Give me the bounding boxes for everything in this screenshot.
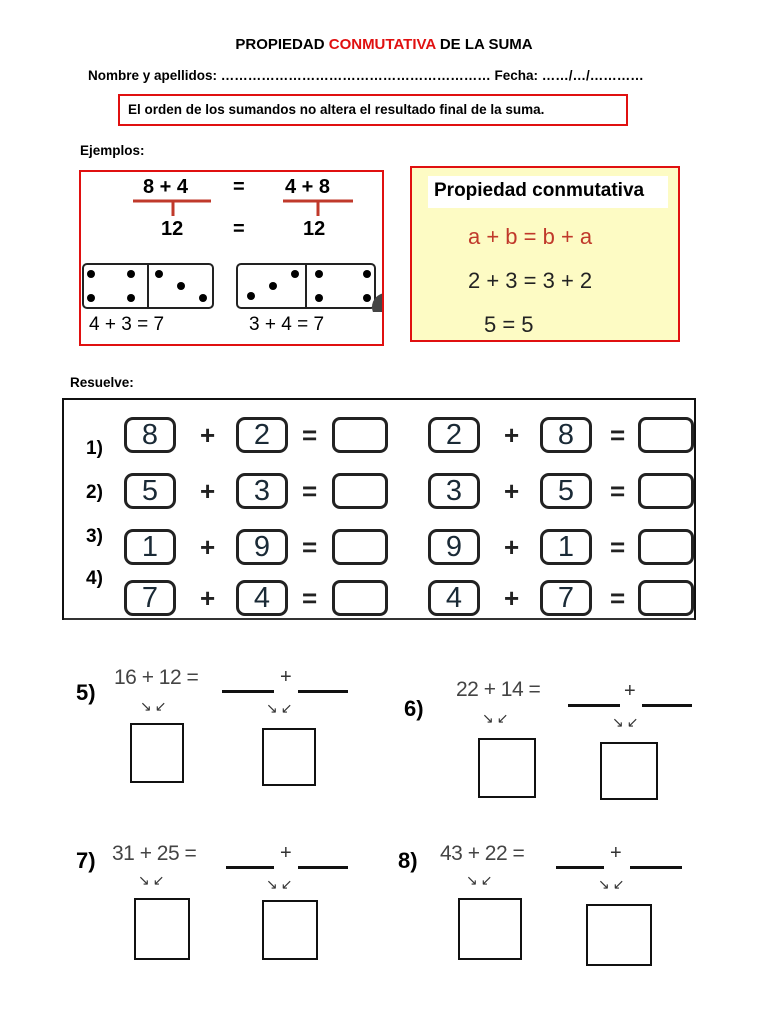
answer-box[interactable] (638, 529, 694, 565)
blank-line[interactable] (298, 690, 348, 693)
equals-sign: = (302, 420, 318, 450)
example-top-left: 8 + 4 (143, 176, 189, 198)
exercise-expression: 43 + 22 = (440, 842, 525, 865)
row-number: 4) (86, 568, 103, 589)
plus-sign: + (504, 420, 520, 450)
answer-square[interactable] (600, 742, 658, 800)
addend-box: 8 (124, 417, 176, 453)
arrows-icon: ↘↙ (612, 714, 642, 730)
answer-box[interactable] (332, 529, 388, 565)
addend-box: 3 (236, 473, 288, 509)
arrows-icon: ↘↙ (466, 872, 496, 888)
equals-sign: = (302, 583, 318, 613)
addend-box: 7 (124, 580, 176, 616)
answer-box[interactable] (332, 580, 388, 616)
addend-box: 7 (540, 580, 592, 616)
answer-square[interactable] (262, 900, 318, 960)
answer-box[interactable] (638, 417, 694, 453)
commutative-property-panel (410, 166, 680, 342)
plus-sign: + (504, 476, 520, 506)
addend-box: 2 (236, 417, 288, 453)
blank-line[interactable] (642, 704, 692, 707)
plus-sign: + (280, 666, 292, 688)
answer-square[interactable] (130, 723, 184, 783)
arrows-icon: ↘↙ (140, 698, 170, 714)
dice-equation-right: 3 + 4 = 7 (249, 314, 325, 335)
plus-sign: + (280, 842, 292, 864)
answer-box[interactable] (332, 417, 388, 453)
exercise-number: 5) (76, 680, 96, 705)
page-title (0, 36, 768, 53)
addend-box: 5 (540, 473, 592, 509)
plus-sign: + (200, 420, 216, 450)
equals-sign: = (302, 476, 318, 506)
property-heading: Propiedad conmutativa (428, 176, 668, 208)
plus-sign: + (624, 680, 636, 702)
formula-result: 5 = 5 (484, 312, 534, 337)
arrows-icon: ↘↙ (266, 700, 296, 716)
plus-sign: + (200, 583, 216, 613)
title-prefix: PROPIEDAD (235, 36, 329, 53)
answer-square[interactable] (478, 738, 536, 798)
row-number: 3) (86, 526, 103, 547)
example-result-left: 12 (161, 218, 184, 240)
exercise-number: 6) (404, 696, 424, 721)
addend-box: 2 (428, 417, 480, 453)
resuelve-grid (62, 398, 696, 620)
blank-line[interactable] (222, 690, 274, 693)
equals-sign: = (610, 420, 626, 450)
title-highlight: CONMUTATIVA (328, 36, 436, 53)
exercise-number: 7) (76, 848, 96, 873)
plus-sign: + (610, 842, 622, 864)
blank-line[interactable] (556, 866, 604, 869)
example-equals-1: = (233, 176, 245, 198)
row-number: 2) (86, 482, 103, 503)
plus-sign: + (504, 583, 520, 613)
exercise-expression: 16 + 12 = (114, 666, 199, 689)
examples-label: Ejemplos: (80, 143, 145, 158)
row-number: 1) (86, 438, 103, 459)
addend-box: 1 (124, 529, 176, 565)
resuelve-label: Resuelve: (70, 375, 134, 390)
answer-square[interactable] (134, 898, 190, 960)
arrows-icon: ↘↙ (482, 710, 512, 726)
equals-sign: = (610, 583, 626, 613)
exercise-expression: 31 + 25 = (112, 842, 197, 865)
example-dominoes-panel (79, 170, 384, 346)
addend-box: 8 (540, 417, 592, 453)
formula-general: a + b = b + a (468, 224, 593, 249)
example-result-right: 12 (303, 218, 326, 240)
exercise-number: 8) (398, 848, 418, 873)
blank-line[interactable] (630, 866, 682, 869)
addend-box: 4 (428, 580, 480, 616)
plus-sign: + (200, 476, 216, 506)
answer-square[interactable] (458, 898, 522, 960)
equals-sign: = (610, 532, 626, 562)
rule-statement: El orden de los sumandos no altera el resultado final de la suma. (118, 94, 628, 126)
answer-square[interactable] (262, 728, 316, 786)
example-equals-2: = (233, 218, 245, 240)
blank-line[interactable] (226, 866, 274, 869)
dice-equation-left: 4 + 3 = 7 (89, 314, 165, 335)
answer-box[interactable] (332, 473, 388, 509)
addend-box: 3 (428, 473, 480, 509)
answer-square[interactable] (586, 904, 652, 966)
arrows-icon: ↘↙ (598, 876, 628, 892)
blank-line[interactable] (298, 866, 348, 869)
arrows-icon: ↘↙ (138, 872, 168, 888)
plus-sign: + (200, 532, 216, 562)
addend-box: 4 (236, 580, 288, 616)
plus-sign: + (504, 532, 520, 562)
addend-box: 1 (540, 529, 592, 565)
title-suffix: DE LA SUMA (435, 36, 533, 53)
dominoes-illustration (81, 262, 384, 312)
bracket-lines (81, 198, 384, 218)
addend-box: 9 (236, 529, 288, 565)
equals-sign: = (610, 476, 626, 506)
formula-example: 2 + 3 = 3 + 2 (468, 268, 593, 293)
name-date-line[interactable]: Nombre y apellidos: …………………………………………………… Fecha: ……/…/………… (88, 68, 644, 83)
exercise-expression: 22 + 14 = (456, 678, 541, 701)
answer-box[interactable] (638, 473, 694, 509)
blank-line[interactable] (568, 704, 620, 707)
example-top-right: 4 + 8 (285, 176, 331, 198)
answer-box[interactable] (638, 580, 694, 616)
arrows-icon: ↘↙ (266, 876, 296, 892)
addend-box: 5 (124, 473, 176, 509)
equals-sign: = (302, 532, 318, 562)
addend-box: 9 (428, 529, 480, 565)
